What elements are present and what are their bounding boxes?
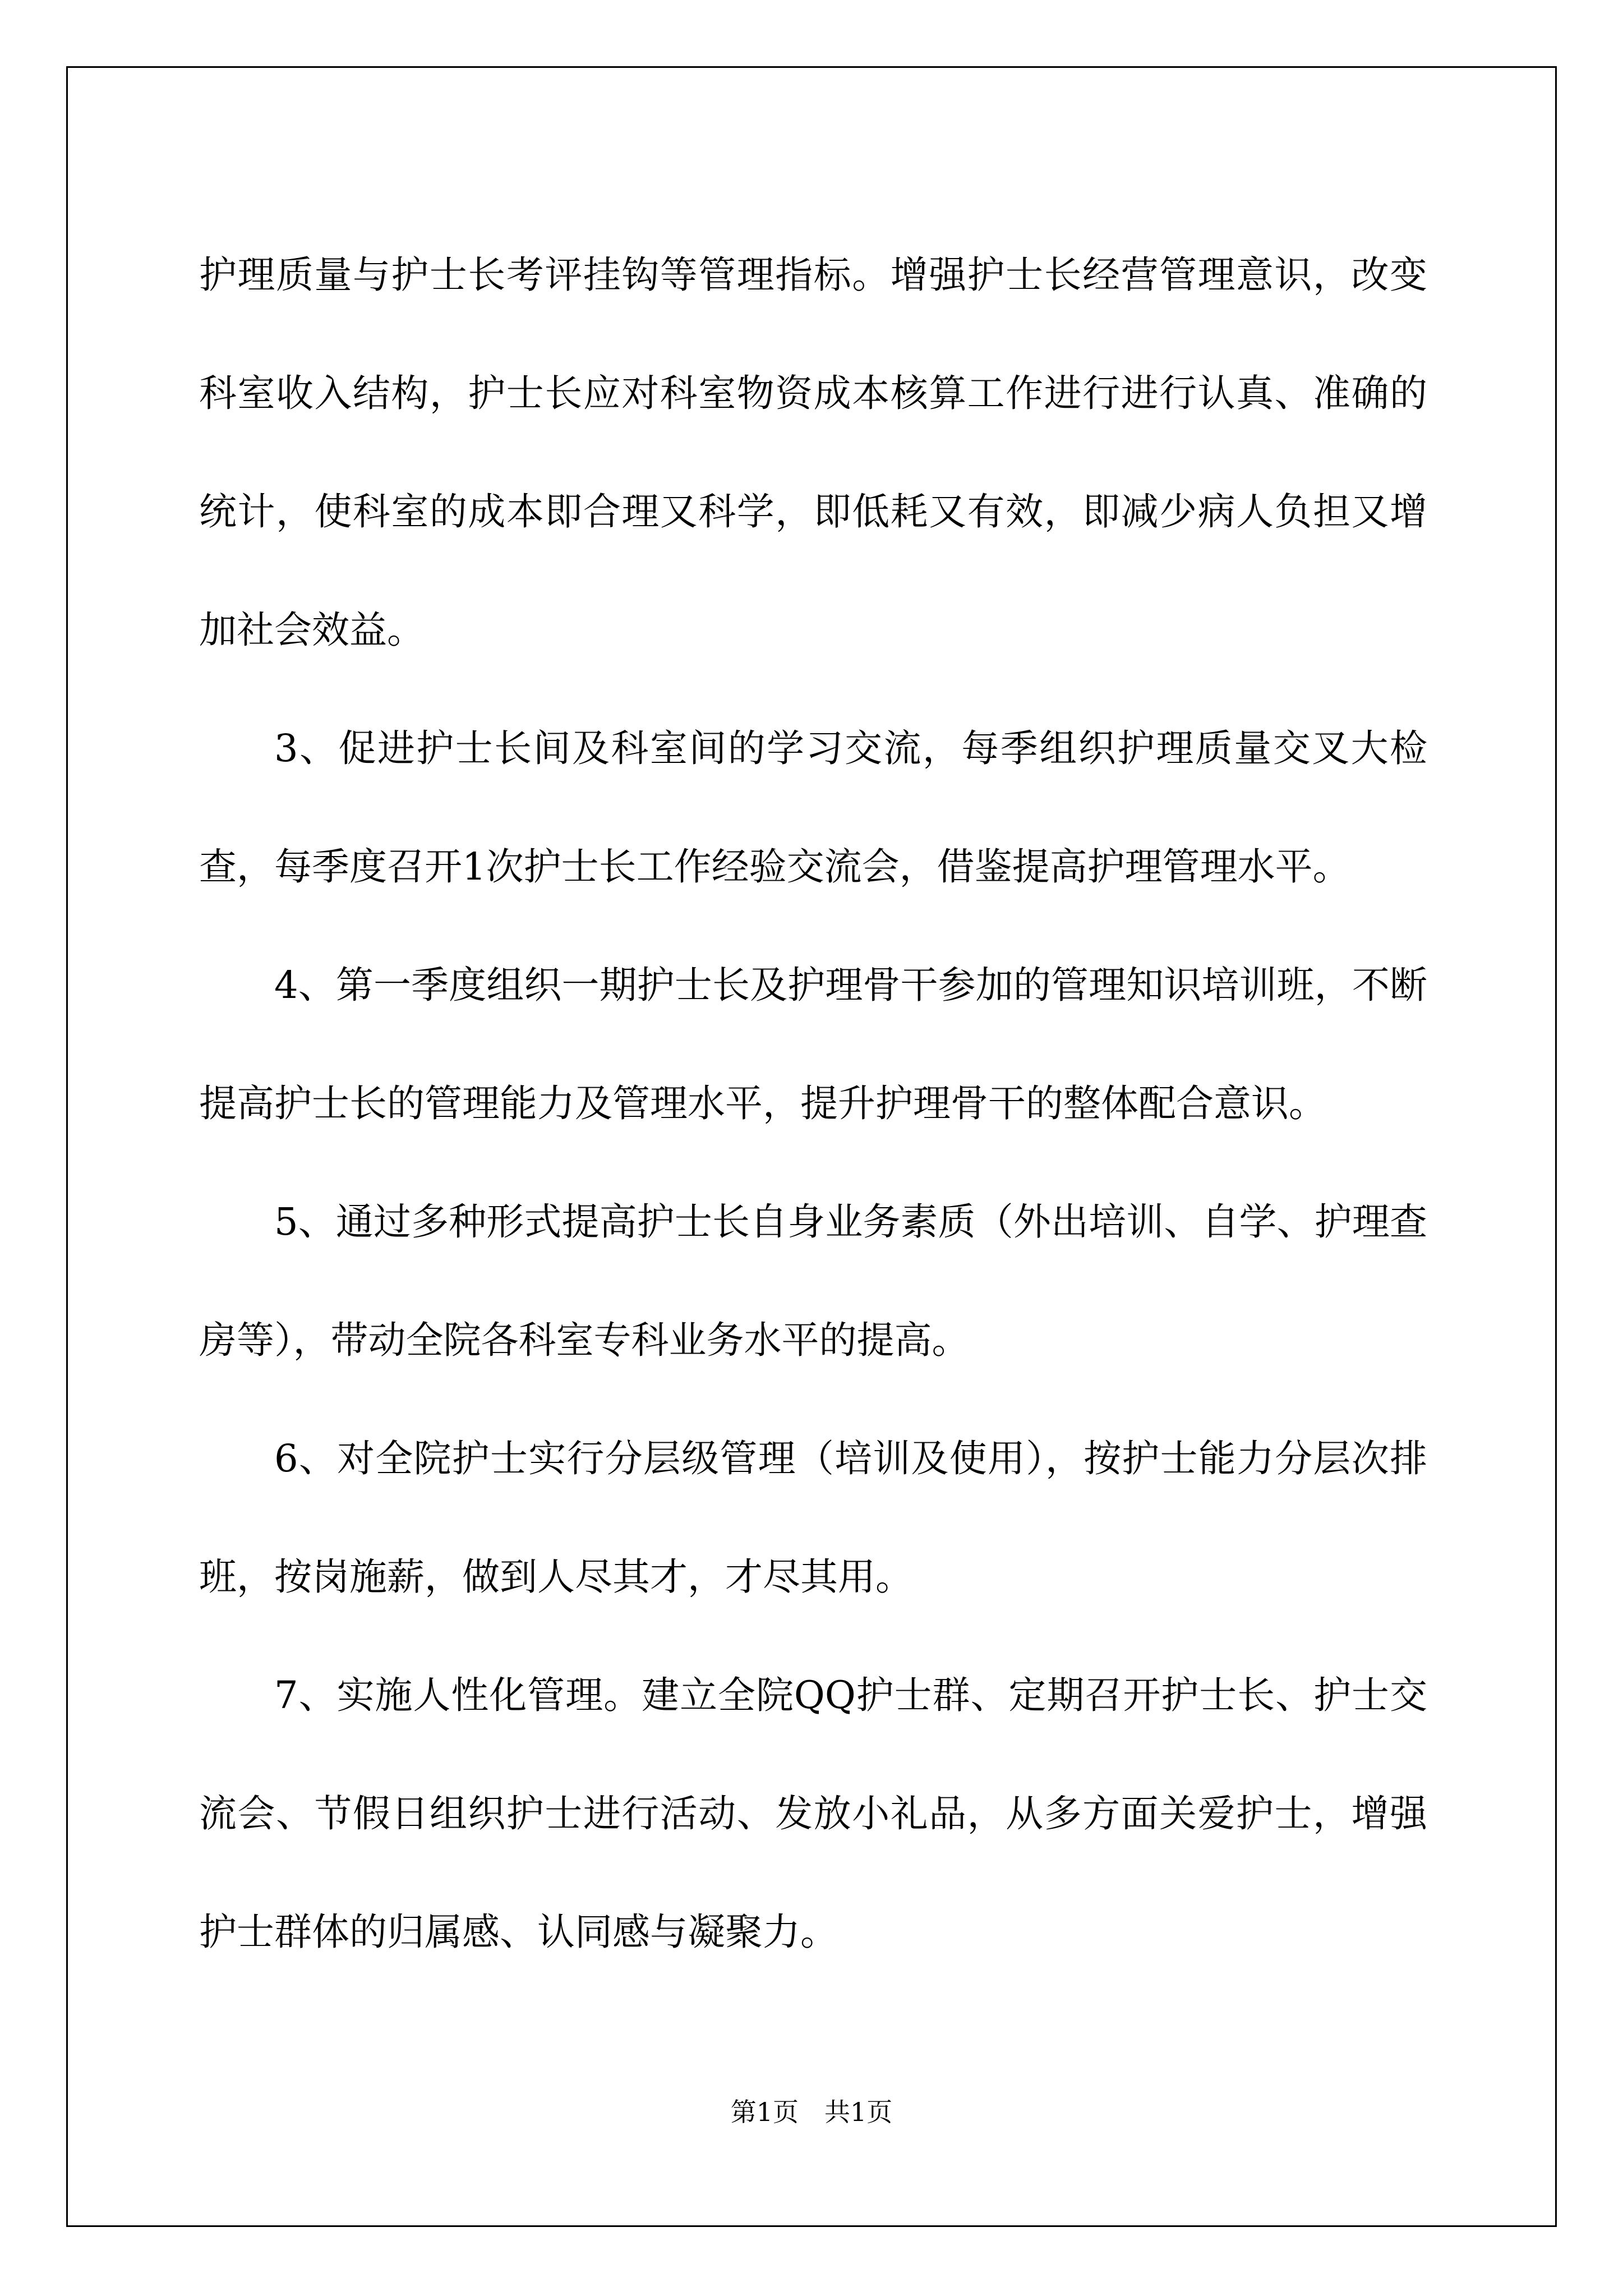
paragraph-continued: 护理质量与护士长考评挂钩等管理指标。增强护士长经营管理意识，改变科室收入结构，护士长应对科室物资成本核算工作进行进行认真、准确的统计，使科室的成本即合理又科学，即低耗又有效，即减少病人负担又增加社会效益。 [199,253,1427,652]
paragraph-item-7: 7、实施人性化管理。建立全院QQ护士群、定期召开护士长、护士交流会、节假日组织护士进行活动、发放小礼品，从多方面关爱护士，增强护士群体的归属感、认同感与凝聚力。 [199,1673,1427,1954]
document-body [199,216,1427,1991]
paragraph-item-4: 4、第一季度组织一期护士长及护理骨干参加的管理知识培训班，不断提高护士长的管理能力及管理水平，提升护理骨干的整体配合意识。 [199,963,1427,1125]
paragraph-item-5: 5、通过多种形式提高护士长自身业务素质（外出培训、自学、护理查房等），带动全院各科室专科业务水平的提高。 [199,1200,1427,1362]
paragraph-item-6: 6、对全院护士实行分层级管理（培训及使用），按护士能力分层次排班，按岗施薪，做到人尽其才，才尽其用。 [199,1437,1427,1599]
page-footer: 第1页 共1页 [730,2097,893,2127]
paragraph-item-3: 3、促进护士长间及科室间的学习交流，每季组织护理质量交叉大检查，每季度召开1次护士长工作经验交流会，借鉴提高护理管理水平。 [199,726,1427,889]
